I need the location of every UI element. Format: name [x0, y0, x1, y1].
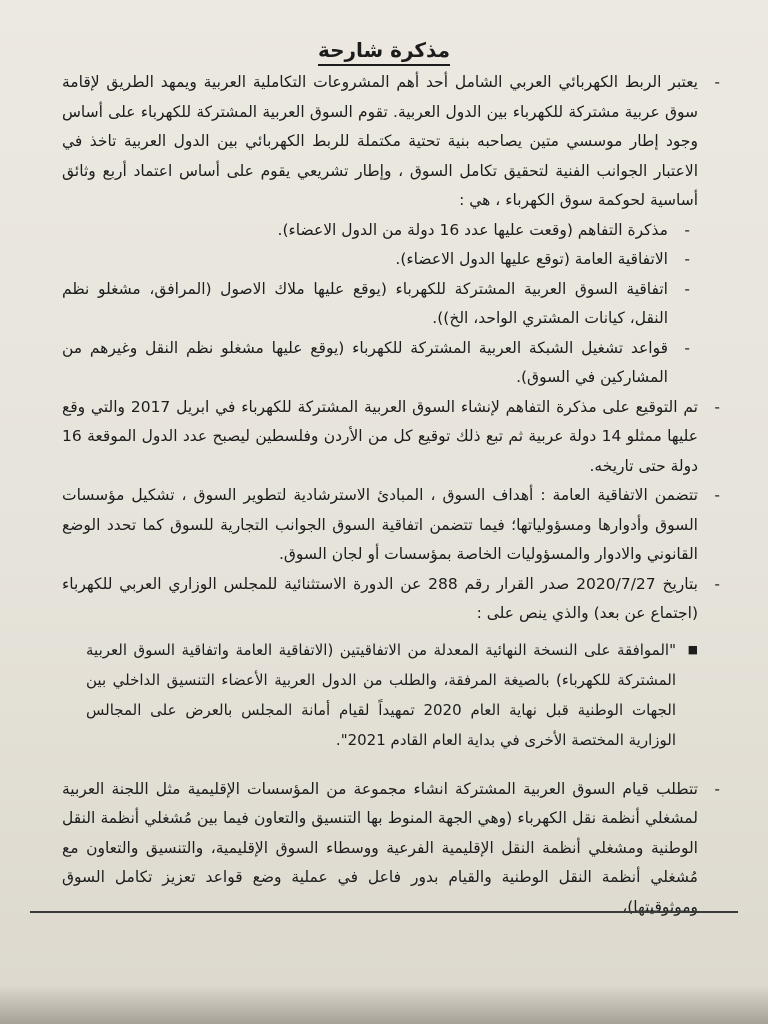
paragraph-institutions: [62, 775, 720, 923]
list-item-text: الاتفاقية العامة (توقع عليها الدول الاعضاء).: [395, 250, 668, 268]
dash-marker: -: [714, 73, 720, 91]
list-item: [62, 245, 712, 275]
decision-quote: [86, 635, 720, 755]
list-item: [62, 275, 712, 334]
list-item-text: اتفاقية السوق العربية المشتركة للكهرباء (يوقع عليها ملاك الاصول (المرافق، مشغلو نظم النقل، كيانات المشتري الواحد، الخ)).: [62, 279, 668, 327]
paragraph-text: تتطلب قيام السوق العربية المشتركة انشاء مجموعة من المؤسسات الإقليمية مثل اللجنة العربية لمشغلي أنظمة نقل الكهرباء (وهي الجهة المنوط بها التنسيق والتعاون فيما بين مُشغلي أنظمة النقل الوطنية ومشغلي أنظمة النقل الإقليمية الفرعية ووسطاء السوق الإقليمية، والتنسيق والتعاون مع مُشغلي أنظمة النقل الوطنية والقيام بدور فاعل في عملية وضع قواعد تعزيز تكامل السوق وموثوقيتها)،: [62, 779, 698, 916]
paragraph-text: تم التوقيع على مذكرة التفاهم لإنشاء السوق العربية المشتركة للكهرباء في ابريل 2017 والتي وقع عليها ممثلو 14 دولة عربية ثم تبع ذلك توقيع كل من الأردن وفلسطين ليصبح عدد الدول الموقعة 16 دولة حتى تاريخه.: [62, 397, 699, 475]
paragraph-decision: [62, 570, 720, 629]
paragraph-text: تتضمن الاتفاقية العامة : أهداف السوق ، المبادئ الاسترشادية لتطوير السوق ، تشكيل مؤسسات السوق وأدوارها ومسؤولياتها؛ فيما تتضمن اتفاقية السوق الجوانب التجارية للسوق كما تحدد الوضع القانوني والادوار والمسؤوليات الخاصة بمؤسسات أو لجان السوق.: [62, 486, 698, 563]
document-body: [62, 68, 720, 922]
paragraph-text: بتاريخ 2020/7/27 صدر القرار رقم 288 عن الدورة الاستثنائية للمجلس الوزاري العربي للكهرباء (اجتماع عن بعد) والذي ينص على :: [62, 574, 698, 622]
dash-marker: -: [714, 486, 720, 504]
list-item-text: مذكرة التفاهم (وقعت عليها عدد 16 دولة من الدول الاعضاء).: [277, 220, 668, 239]
spacer: [62, 765, 720, 775]
square-bullet-icon: ■: [687, 642, 698, 656]
page-shadow: [0, 985, 768, 1024]
quote-text: "الموافقة على النسخة النهائية المعدلة من الاتفاقيتين (الاتفاقية العامة واتفاقية السوق العربية المشتركة للكهرباء) بالصيغة المرفقة، والطلب من الدول العربية الأعضاء التنسيق الداخلي بين الجهات الوطنية قبل نهاية العام 2020 تمهيداً لقيام أمانة المجلس بالعرض على المجالس الوزارية المختصة الأخرى في بداية العام القادم 2021".: [86, 640, 676, 749]
dash-marker: -: [684, 338, 690, 357]
dash-marker: -: [684, 279, 690, 298]
paragraph-text: يعتبر الربط الكهربائي العربي الشامل أحد أهم المشروعات التكاملية العربية ويمهد الطريق لإقامة سوق عربية مشتركة للكهرباء بين الدول العربية. تقوم السوق العربية المشتركة للكهرباء على أساس وجود إطار موسسي متين يصاحبه بنية تحتية مكتملة للربط الكهربائي بين الدول العربية تاخذ في الاعتبار الجوانب الفنية لتحقيق تكامل السوق ، وإطار تشريعي يقوم على أساس اعتماد أربع وثائق أساسية لحوكمة سوق الكهرباء ، هي :: [62, 73, 698, 209]
title-container: [0, 38, 768, 66]
dash-marker: -: [714, 574, 720, 593]
list-item-text: قواعد تشغيل الشبكة العربية المشتركة للكهرباء (يوقع عليها مشغلو نظم النقل وغيرهم من المشاركين في السوق).: [62, 338, 668, 386]
dash-marker: -: [684, 220, 690, 239]
dash-marker: -: [714, 397, 720, 416]
list-item: [62, 334, 712, 393]
paragraph-mou: [62, 393, 720, 482]
paragraph-intro: [62, 68, 720, 216]
paragraph-agreement: [62, 481, 720, 570]
dash-marker: -: [714, 779, 720, 798]
dash-marker: -: [684, 250, 690, 268]
footer-rule: [30, 911, 738, 913]
page-title: مذكرة شارحة: [318, 38, 450, 66]
list-item: [62, 216, 712, 246]
